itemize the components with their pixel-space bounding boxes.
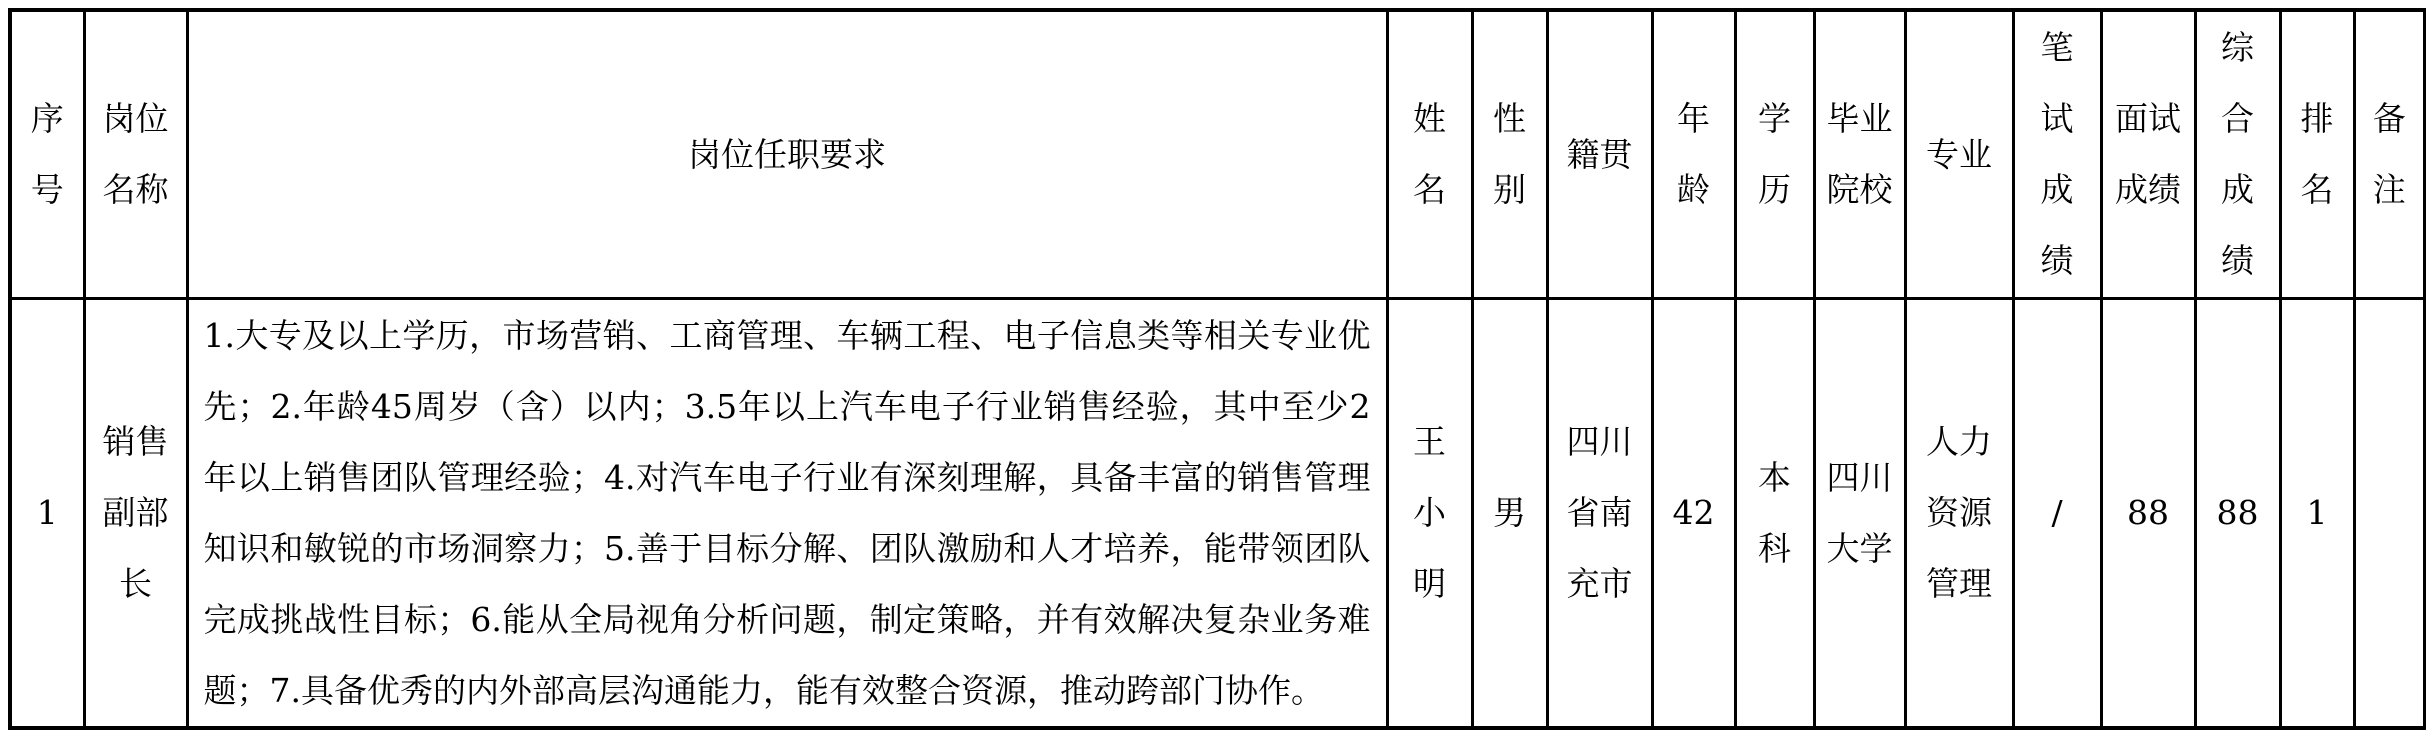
col-header-education xyxy=(1735,10,1814,298)
cell-overall-score: 88 xyxy=(2195,298,2280,728)
col-header-index-label: 序号 xyxy=(30,99,64,210)
cell-name-text: 王小明 xyxy=(1413,422,1446,603)
col-header-major xyxy=(1905,10,2013,298)
cell-index: 1 xyxy=(10,298,84,728)
col-header-position xyxy=(84,10,187,298)
col-header-interview-score xyxy=(2101,10,2195,298)
col-header-written-score xyxy=(2013,10,2101,298)
col-header-hometown xyxy=(1547,10,1652,298)
cell-education xyxy=(1735,298,1814,728)
col-header-index xyxy=(10,10,84,298)
recruitment-result-table xyxy=(8,8,2426,730)
col-header-overall-score xyxy=(2195,10,2280,298)
cell-hometown-text: 四川省南充市 xyxy=(1566,422,1633,603)
cell-name xyxy=(1387,298,1472,728)
col-header-requirements xyxy=(187,10,1387,298)
col-header-requirements-label: 岗位任职要求 xyxy=(688,134,886,174)
cell-gender: 男 xyxy=(1472,298,1547,728)
table-header-row xyxy=(10,10,2425,298)
cell-remarks xyxy=(2354,298,2425,728)
cell-education-text: 本科 xyxy=(1758,457,1791,568)
cell-position xyxy=(84,298,187,728)
col-header-rank xyxy=(2280,10,2354,298)
col-header-school xyxy=(1814,10,1905,298)
cell-age: 42 xyxy=(1652,298,1735,728)
col-header-hometown-label: 籍贯 xyxy=(1566,134,1633,174)
col-header-name-label: 姓名 xyxy=(1413,99,1446,210)
col-header-education-label: 学历 xyxy=(1758,99,1791,210)
col-header-remarks xyxy=(2354,10,2425,298)
cell-major-text: 人力资源管理 xyxy=(1926,422,1992,603)
col-header-gender xyxy=(1472,10,1547,298)
cell-interview-score: 88 xyxy=(2101,298,2195,728)
cell-rank: 1 xyxy=(2280,298,2354,728)
col-header-rank-label: 排名 xyxy=(2300,99,2334,210)
col-header-written-score-label: 笔试成绩 xyxy=(2040,28,2074,281)
cell-school-text: 四川大学 xyxy=(1826,457,1893,568)
table-row xyxy=(10,298,2425,728)
cell-major xyxy=(1905,298,2013,728)
col-header-interview-score-label: 面试成绩 xyxy=(2115,99,2181,210)
cell-requirements: 1.大专及以上学历，市场营销、工商管理、车辆工程、电子信息类等相关专业优先；2.年龄45周岁（含）以内；3.5年以上汽车电子行业销售经验，其中至少2年以上销售团队管理经验；4.对汽车电子行业有深刻理解，具备丰富的销售管理知识和敏锐的市场洞察力；5.善于目标分解、团队激励和人才培养，能带领团队完成挑战性目标；6.能从全局视角分析问题，制定策略，并有效解决复杂业务难题；7.具备优秀的内外部高层沟通能力，能有效整合资源，推动跨部门协作。 xyxy=(187,298,1387,728)
cell-position-text: 销售副部长 xyxy=(102,422,169,603)
col-header-age-label: 年龄 xyxy=(1677,99,1710,210)
col-header-gender-label: 性别 xyxy=(1493,99,1526,210)
cell-written-score: / xyxy=(2013,298,2101,728)
col-header-major-label: 专业 xyxy=(1926,134,1992,174)
col-header-overall-score-label: 综合成绩 xyxy=(2221,28,2254,281)
col-header-name xyxy=(1387,10,1472,298)
col-header-position-label: 岗位名称 xyxy=(102,99,169,210)
col-header-age xyxy=(1652,10,1735,298)
col-header-school-label: 毕业院校 xyxy=(1826,99,1893,210)
cell-hometown xyxy=(1547,298,1652,728)
col-header-remarks-label: 备注 xyxy=(2372,99,2406,210)
cell-school xyxy=(1814,298,1905,728)
